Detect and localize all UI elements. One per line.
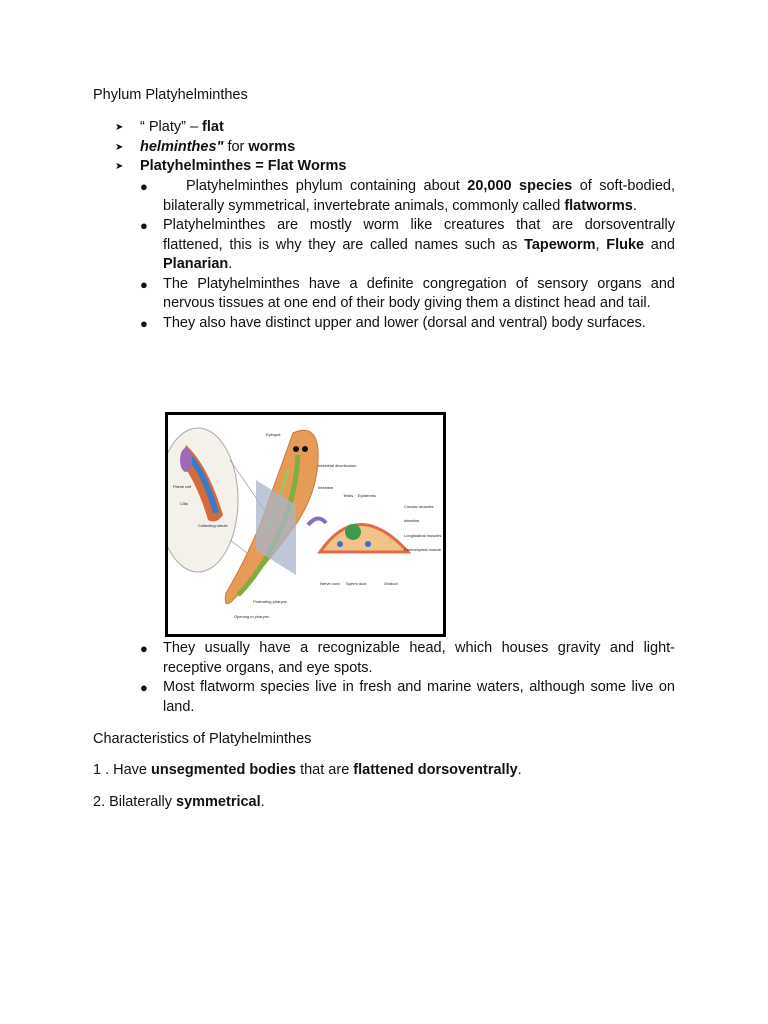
list-item: ● Most flatworm species live in fresh and marine waters, although some live on land. xyxy=(140,679,675,715)
list-item: ● The Platyhelminthes have a definite congregation of sensory organs and nervous tissues at one end of their body giving them a distinct head and tail. xyxy=(140,275,675,311)
label-intestinal-diverticulum: Intestinal diverticulum xyxy=(318,463,357,468)
bullet-dot-icon: ● xyxy=(140,179,148,194)
label-protruding-pharynx: Protruding pharynx xyxy=(253,599,287,604)
arrow-item xyxy=(115,118,346,138)
label-flame-cell: Flame cell xyxy=(173,484,192,489)
arrow-item xyxy=(115,138,346,158)
label-cilia: Cilia xyxy=(180,501,188,506)
list-item: ● Platyhelminthes are mostly worm like creatures that are dorsoventrally flattened, this is why they are called names such as Tapeworm, Fluke and Planarian. xyxy=(140,217,675,272)
page-title: Phylum Platyhelminthes xyxy=(93,87,248,103)
arrow-item-bold: flat xyxy=(202,119,224,135)
planarian-figure xyxy=(165,412,446,637)
bullet-dot-icon: ● xyxy=(140,218,148,233)
arrow-item-bold-italic: helminthes" xyxy=(140,138,224,155)
label-sperm-duct: Sperm duct xyxy=(346,581,367,586)
arrow-item-text: for xyxy=(223,138,249,155)
arrow-bullet-icon: ➤ xyxy=(115,141,124,153)
bullet-dot-icon: ● xyxy=(140,315,148,331)
arrow-item-text: “ Platy” – xyxy=(140,119,203,135)
arrow-bullet-icon: ➤ xyxy=(115,122,124,133)
label-longitudinal-muscles: Longitudinal muscles xyxy=(404,533,442,538)
characteristics-heading: Characteristics of Platyhelminthes xyxy=(93,731,312,747)
label-opening-to-pharynx: Opening to pharynx xyxy=(234,614,269,619)
arrow-bullet-icon: ➤ xyxy=(115,161,124,172)
label-eyespot: Eyespot xyxy=(266,432,281,437)
bullet-dot-icon: ● xyxy=(140,276,148,292)
label-oviduct: Oviduct xyxy=(384,581,398,586)
label-circular-muscles: Circular muscles xyxy=(404,504,434,509)
planarian-diagram xyxy=(168,415,443,634)
arrow-item-bold: Platyhelminthes = Flat Worms xyxy=(140,158,347,174)
characteristic-2: 2. Bilaterally symmetrical. xyxy=(93,794,265,810)
list-item: ● They also have distinct upper and lower (dorsal and ventral) body surfaces. xyxy=(140,314,675,334)
label-parenchymal-muscle: Parenchymal muscle xyxy=(404,547,442,552)
label-epidermis: Epidermis xyxy=(358,493,376,498)
characteristic-1: 1 . Have unsegmented bodies that are flattened dorsoventrally. xyxy=(93,762,522,778)
label-collecting-tubule: Collecting tubule xyxy=(198,523,228,528)
bullet-list-top xyxy=(140,177,675,333)
arrow-list xyxy=(115,118,346,177)
bullet-dot-icon: ● xyxy=(140,680,148,695)
label-nerve-cord: Nerve cord xyxy=(320,581,340,586)
bullet-dot-icon: ● xyxy=(140,641,148,656)
label-testis: Testis xyxy=(343,493,354,498)
bullet-list-bottom xyxy=(140,639,675,717)
arrow-item xyxy=(115,157,346,177)
label-intestine-2: Intestine xyxy=(404,518,420,523)
cross-section xyxy=(320,525,408,553)
list-item: ● They usually have a recognizable head, which houses gravity and light-receptive organs, and eye spots. xyxy=(140,640,675,676)
arrow-item-bold: worms xyxy=(248,138,296,155)
eyespot-shape xyxy=(293,446,299,452)
list-item: ● Platyhelminthes phylum containing about 20,000 species of soft-bodied, bilaterally symmetrical, invertebrate animals, commonly called flatworms. xyxy=(140,178,675,214)
label-intestine: Intestine xyxy=(318,485,334,490)
